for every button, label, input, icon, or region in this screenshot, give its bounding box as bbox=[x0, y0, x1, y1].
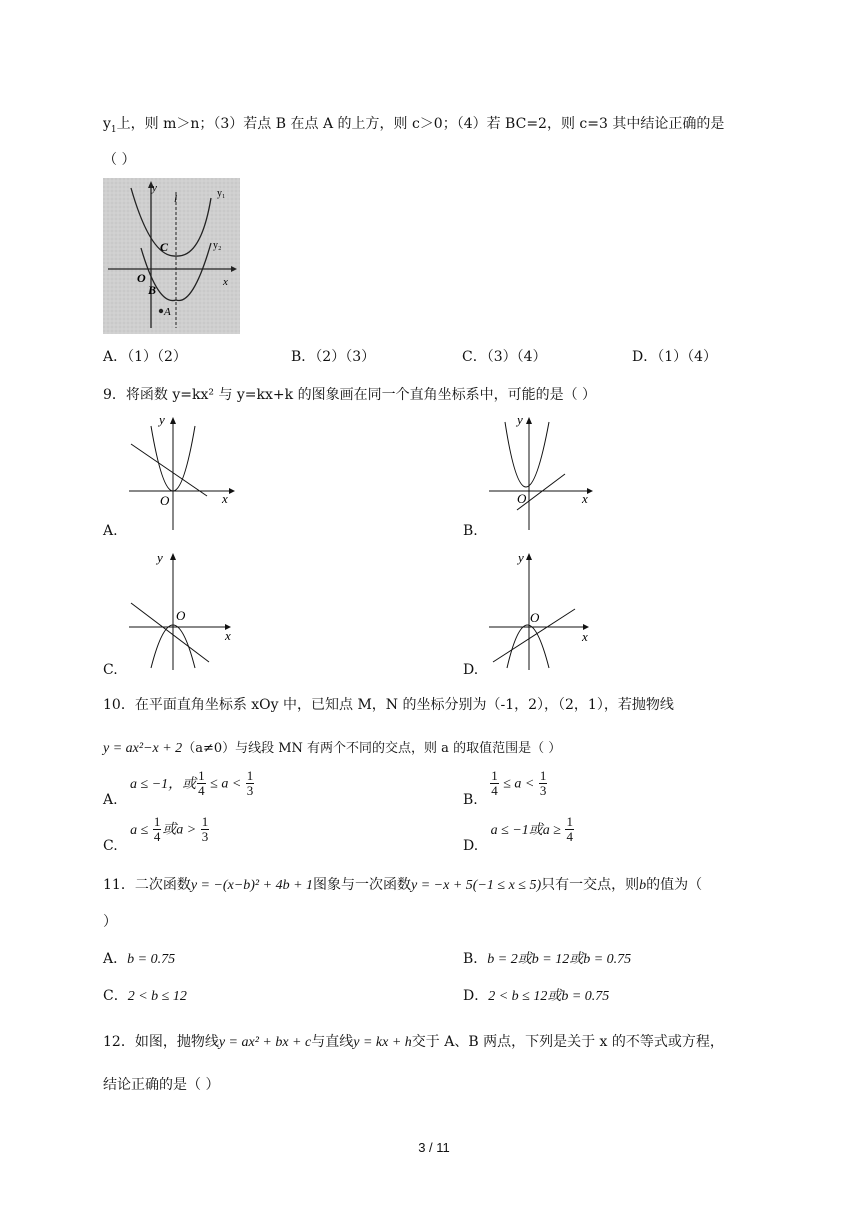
q8-y-var: y bbox=[103, 116, 111, 132]
q12-eq1: y = ax² + bx + c bbox=[218, 1035, 312, 1050]
q10-option-d[interactable] bbox=[463, 814, 575, 854]
q11-post: 只有一交点，则 bbox=[541, 877, 640, 893]
q12-eq2: y = kx + h bbox=[353, 1035, 412, 1050]
frac-num: 1 bbox=[198, 768, 205, 783]
q9d-o-label: O bbox=[530, 610, 540, 625]
q10-b-label: B. bbox=[463, 791, 478, 808]
frac-den: 3 bbox=[201, 829, 209, 844]
q8-label-B: B bbox=[148, 283, 157, 297]
frac-den: 3 bbox=[539, 783, 547, 798]
frac-num: 1 bbox=[201, 814, 209, 829]
q11-option-c[interactable] bbox=[103, 985, 187, 1005]
q11-b-label: B． bbox=[463, 951, 488, 967]
q11-stem-line1 bbox=[103, 874, 702, 894]
q8-stem-text: 上，则 m＞n；（3）若点 B 在点 A 的上方，则 c＞0；（4）若 BC=2，则 c=3 其中结论正确的是 bbox=[116, 116, 725, 132]
q8-y-sub: 1 bbox=[110, 124, 117, 135]
q9a-y-label: y bbox=[159, 412, 165, 427]
q11-b-var: b bbox=[639, 878, 647, 893]
frac-den: 4 bbox=[198, 783, 205, 798]
q9-option-b[interactable]: B. bbox=[463, 523, 478, 539]
q10-option-b[interactable] bbox=[463, 768, 548, 808]
q8-label-O: O bbox=[137, 271, 146, 285]
q11-option-a[interactable] bbox=[103, 948, 175, 968]
q11-option-b[interactable] bbox=[463, 948, 631, 968]
q10-b-mid: ≤ a < bbox=[499, 776, 538, 792]
q8-label-l: l bbox=[174, 193, 178, 205]
q11-pre: 11．二次函数 bbox=[103, 877, 191, 893]
q10-b-frac2 bbox=[539, 769, 548, 798]
q11-end: 的值为（ bbox=[646, 877, 703, 893]
q8-figure bbox=[103, 178, 240, 334]
q10-c-label: C. bbox=[103, 837, 118, 854]
q10-d-label: D. bbox=[463, 837, 479, 854]
q8-label-A: A bbox=[164, 306, 171, 318]
q11-b-math: b = 2或b = 12或b = 0.75 bbox=[487, 952, 632, 967]
q9c-o-label: O bbox=[176, 608, 186, 623]
q8-label-x: x bbox=[223, 276, 228, 288]
q8-label-y1: y₁ bbox=[217, 188, 226, 199]
q11-option-d[interactable] bbox=[463, 985, 609, 1005]
q9-stem: 9．将函数 y=kx² 与 y=kx+k 的图象画在同一个直角坐标系中，可能的是（ ） bbox=[103, 387, 597, 403]
q10-option-c[interactable] bbox=[103, 814, 210, 854]
frac-num: 1 bbox=[539, 768, 547, 783]
frac-num: 1 bbox=[153, 814, 161, 829]
q10-parabola-eq: y = ax²−x + 2 bbox=[103, 741, 183, 756]
q10-option-a[interactable] bbox=[103, 768, 255, 808]
q9-graph-a bbox=[125, 412, 237, 530]
q10-a-frac1 bbox=[197, 769, 206, 798]
q8-label-y2: y₂ bbox=[213, 240, 222, 251]
q10-c-math1: a ≤ bbox=[130, 822, 152, 838]
q8-label-C: C bbox=[160, 240, 169, 254]
q9a-x-label: x bbox=[222, 491, 228, 506]
q9c-y-label: y bbox=[157, 550, 163, 565]
q10-d-math1: a ≤ −1或a ≥ bbox=[490, 822, 565, 838]
q11-eq1: y = −(x−b)² + 4b + 1 bbox=[190, 878, 314, 893]
q9b-x-label: x bbox=[582, 491, 588, 506]
q9-option-d[interactable]: D. bbox=[463, 662, 479, 678]
q12-mid: 与直线 bbox=[311, 1034, 354, 1050]
q9c-x-label: x bbox=[225, 628, 231, 643]
frac-den: 3 bbox=[246, 783, 254, 798]
q10-d-frac1 bbox=[565, 815, 574, 844]
frac-den: 4 bbox=[153, 829, 161, 844]
q9-graph-c bbox=[125, 548, 237, 670]
q10-stem-line1: 10．在平面直角坐标系 xOy 中，已知点 M，N 的坐标分别为（-1，2），（2，1），若抛物线 bbox=[103, 697, 674, 713]
q8-option-d[interactable]: D．（1）（4） bbox=[632, 349, 718, 365]
q8-stem-line2: （ ） bbox=[103, 152, 136, 168]
q10-c-mid: 或a > bbox=[162, 822, 200, 838]
frac-num: 1 bbox=[246, 768, 254, 783]
q10-a-mid: ≤ a < bbox=[206, 776, 245, 792]
q8-option-b[interactable]: B．（2）（3） bbox=[291, 349, 376, 365]
q10-stem-line2 bbox=[103, 737, 561, 757]
q9-graph-d bbox=[485, 548, 597, 670]
q11-stem-line2: ） bbox=[103, 914, 117, 930]
q9b-o-label: O bbox=[517, 491, 527, 506]
q10-b-frac1 bbox=[490, 769, 499, 798]
q9-option-c[interactable]: C. bbox=[103, 662, 118, 678]
page-number: 3 / 11 bbox=[418, 1140, 450, 1155]
q10-a-frac2 bbox=[246, 769, 255, 798]
q9d-x-label: x bbox=[582, 629, 588, 644]
q9-graph-b bbox=[485, 412, 597, 530]
q11-c-label: C． bbox=[103, 988, 128, 1004]
q10-a-math1: a ≤ −1，或 bbox=[130, 776, 197, 792]
q10-a-label: A. bbox=[103, 791, 118, 808]
q12-pre: 12．如图，抛物线 bbox=[103, 1034, 219, 1050]
q8-stem-line1 bbox=[103, 113, 724, 135]
q11-mid: 图象与一次函数 bbox=[313, 877, 412, 893]
q11-d-label: D． bbox=[463, 988, 489, 1004]
q8-option-c[interactable]: C．（3）（4） bbox=[462, 349, 547, 365]
q12-stem-line1 bbox=[103, 1031, 724, 1051]
frac-num: 1 bbox=[491, 768, 498, 783]
frac-den: 4 bbox=[491, 783, 498, 798]
q11-a-math: b = 0.75 bbox=[127, 952, 176, 967]
q9b-y-label: y bbox=[517, 412, 523, 427]
q11-eq2: y = −x + 5(−1 ≤ x ≤ 5) bbox=[411, 878, 542, 893]
q10-c-frac1 bbox=[153, 815, 162, 844]
q10-stem-text: （a≠0）与线段 MN 有两个不同的交点，则 a 的取值范围是（ ） bbox=[182, 741, 562, 756]
q12-stem-line2: 结论正确的是（ ） bbox=[103, 1077, 220, 1093]
q11-d-math: 2 < b ≤ 12或b = 0.75 bbox=[488, 989, 610, 1004]
q12-post: 交于 A、B 两点，下列是关于 x 的不等式或方程， bbox=[411, 1034, 724, 1050]
q9-option-a[interactable]: A. bbox=[103, 523, 118, 539]
q10-c-frac2 bbox=[201, 815, 210, 844]
frac-num: 1 bbox=[566, 814, 573, 829]
q11-c-math: 2 < b ≤ 12 bbox=[127, 989, 187, 1004]
frac-den: 4 bbox=[566, 829, 573, 844]
q11-a-label: A． bbox=[103, 951, 128, 967]
q8-option-a[interactable]: A．（1）（2） bbox=[103, 349, 187, 365]
q9a-o-label: O bbox=[160, 493, 170, 508]
q8-label-y: y bbox=[152, 182, 157, 194]
q9d-y-label: y bbox=[518, 550, 524, 565]
